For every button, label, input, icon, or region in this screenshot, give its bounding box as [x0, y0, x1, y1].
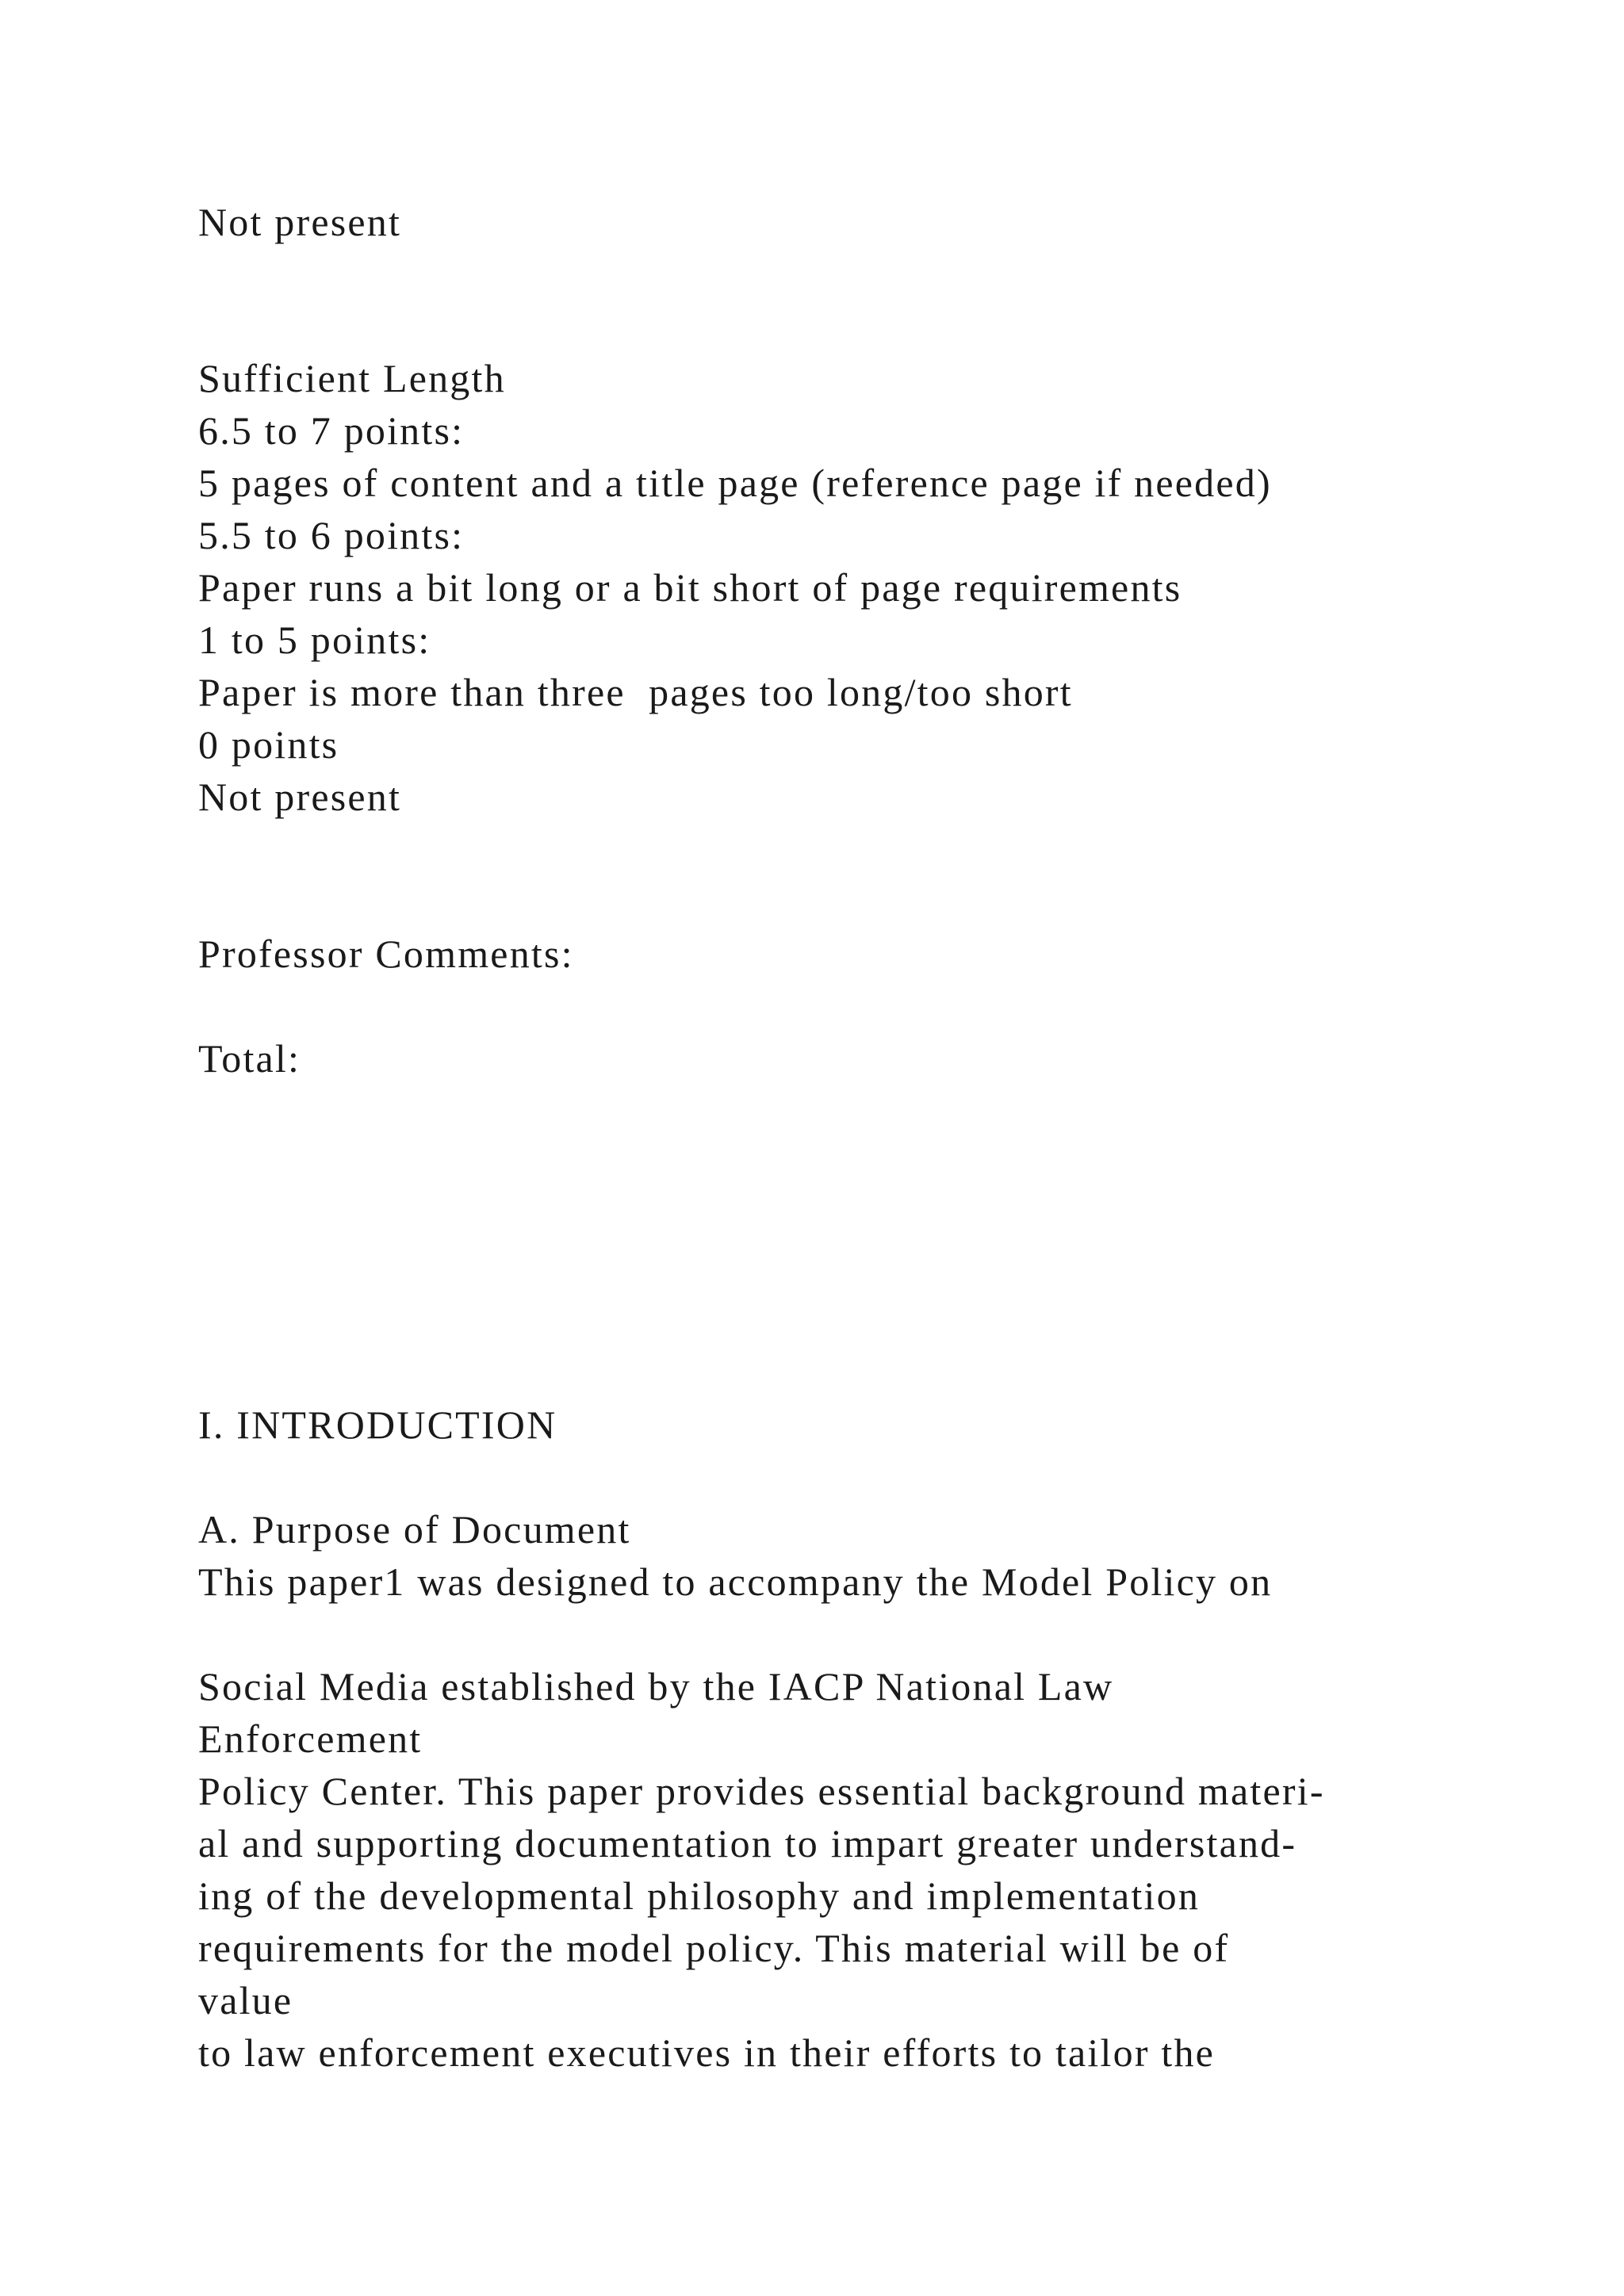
- paragraph-line: al and supporting documentation to impart greater understand-: [198, 1821, 1297, 1866]
- paragraph-line: Enforcement: [198, 1716, 423, 1761]
- paragraph-line: to law enforcement executives in their efforts to tailor the: [198, 2030, 1216, 2075]
- subsection-heading-purpose: A. Purpose of Document: [198, 1507, 631, 1552]
- professor-comments-label: Professor Comments:: [198, 932, 574, 976]
- paragraph-line: ing of the developmental philosophy and implementation: [198, 1873, 1201, 1918]
- rubric-line: 6.5 to 7 points:: [198, 408, 465, 453]
- rubric-line: 5.5 to 6 points:: [198, 513, 465, 557]
- total-label: Total:: [198, 1036, 301, 1081]
- rubric-line: Not present: [198, 775, 402, 819]
- section-heading-sufficient-length: Sufficient Length: [198, 356, 506, 400]
- rubric-line: 0 points: [198, 722, 339, 767]
- rubric-line: Paper runs a bit long or a bit short of page requirements: [198, 565, 1182, 610]
- rubric-line: Paper is more than three pages too long/too short: [198, 670, 1073, 714]
- section-heading-introduction: I. INTRODUCTION: [198, 1402, 557, 1447]
- paragraph-line: This paper1 was designed to accompany the Model Policy on: [198, 1559, 1273, 1604]
- paragraph-line: Policy Center. This paper provides essential background materi-: [198, 1769, 1325, 1813]
- paragraph-line: value: [198, 1978, 293, 2022]
- paragraph-line: requirements for the model policy. This material will be of: [198, 1926, 1230, 1970]
- not-present-text: Not present: [198, 200, 402, 244]
- rubric-line: 5 pages of content and a title page (reference page if needed): [198, 461, 1272, 505]
- rubric-line: 1 to 5 points:: [198, 618, 431, 662]
- paragraph-line: Social Media established by the IACP National Law: [198, 1664, 1114, 1709]
